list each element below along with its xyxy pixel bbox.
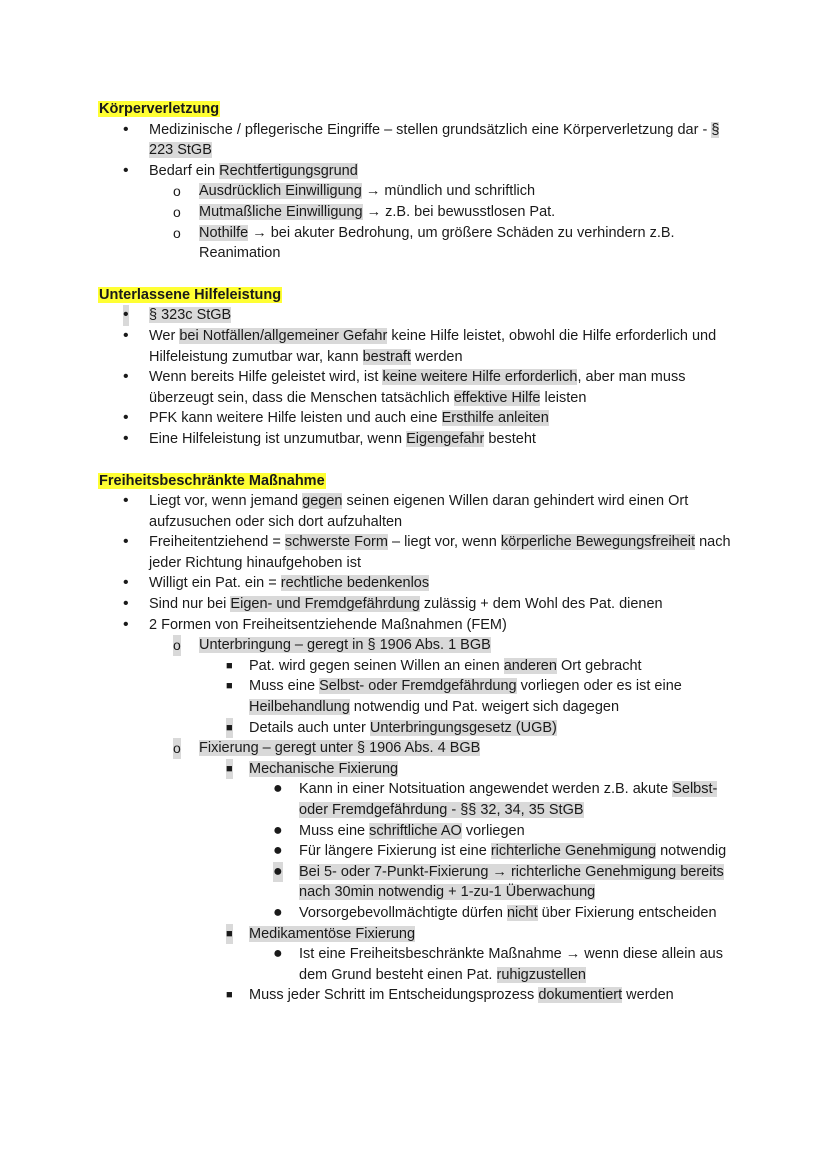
highlighted-text: anderen xyxy=(503,657,557,674)
section-heading xyxy=(98,285,828,306)
item-text xyxy=(249,761,398,777)
bullet-icon: ● xyxy=(273,945,283,963)
highlighted-text: Eigengefahr xyxy=(406,430,485,447)
list-item xyxy=(0,718,828,739)
bullet-icon: • xyxy=(123,120,129,138)
bullet-icon: o xyxy=(173,635,181,656)
item-text xyxy=(299,781,717,818)
list-item xyxy=(0,944,828,985)
item-text xyxy=(249,720,557,736)
bullet-icon: o xyxy=(173,203,181,220)
text-run: Eine Hilfeleistung ist unzumutbar, wenn xyxy=(149,430,407,447)
text-run: notwendig und Pat. weigert sich dagegen xyxy=(349,699,620,716)
bullet-icon: • xyxy=(123,595,129,613)
text-run: Wer xyxy=(149,327,180,344)
section-heading xyxy=(98,471,828,492)
item-text xyxy=(249,987,674,1003)
item-text xyxy=(149,307,231,323)
text-run: keine Hilfe leistet, obwohl die Hilfe erforderlich und Hilfeleistung zumutbar war, kann xyxy=(149,327,717,365)
text-run: besteht xyxy=(484,430,536,447)
item-text xyxy=(199,183,535,199)
bullet-icon: ● xyxy=(273,821,283,839)
highlighted-text: Unterbringung – geregt in § 1906 Abs. 1 BGB xyxy=(199,637,491,654)
highlighted-text: Selbst- oder Fremdgefährdung xyxy=(319,678,517,695)
text-run: Ort gebracht xyxy=(556,657,642,674)
text-run: werden xyxy=(410,348,463,365)
highlighted-text: bei Notfällen/allgemeiner Gefahr xyxy=(179,327,388,344)
text-run: über Fixierung entscheiden xyxy=(537,904,717,921)
list-item xyxy=(0,491,828,532)
list-item xyxy=(0,573,828,594)
highlighted-text: Mechanische Fixierung xyxy=(249,760,399,777)
text-run: Kann in einer Notsituation angewendet werden z.B. akute xyxy=(299,781,673,798)
list-item xyxy=(0,532,828,573)
bullet-icon: ■ xyxy=(226,680,233,693)
item-text xyxy=(199,637,491,653)
item-text xyxy=(149,493,688,530)
highlighted-text: Mutmaßliche Einwilligung xyxy=(199,203,363,220)
text-run: Details auch unter xyxy=(249,719,370,736)
bullet-icon: o xyxy=(173,224,181,241)
item-text xyxy=(299,864,724,901)
bullet-icon: ■ xyxy=(226,924,233,945)
item-text xyxy=(249,658,642,674)
bullet-icon: • xyxy=(123,305,129,326)
item-text xyxy=(149,575,429,591)
section-heading xyxy=(98,99,828,120)
list-item xyxy=(0,676,828,717)
text-run: Bedarf ein xyxy=(149,162,220,179)
item-text xyxy=(149,410,549,426)
text-run: → mündlich und schriftlich xyxy=(361,183,536,200)
list-item xyxy=(0,759,828,780)
item-text xyxy=(199,225,675,262)
highlighted-text: Medikamentöse Fixierung xyxy=(249,925,416,942)
highlighted-text: Fixierung – geregt unter § 1906 Abs. 4 BGB xyxy=(199,740,481,757)
bullet-icon: • xyxy=(123,492,129,510)
highlighted-text: Rechtfertigungsgrund xyxy=(219,162,358,179)
list-item xyxy=(0,656,828,677)
highlighted-text: Heilbehandlung xyxy=(249,699,350,716)
heading-text: Freiheitsbeschränkte Maßnahme xyxy=(99,472,325,489)
bullet-icon: ● xyxy=(273,862,283,883)
list-item xyxy=(0,985,828,1006)
text-run: Medizinische / pflegerische Eingriffe – stellen grundsätzlich eine Körperverletzung dar - xyxy=(149,121,712,138)
list-item xyxy=(0,903,828,924)
highlighted-text: rechtliche bedenkenlos xyxy=(280,575,430,592)
list-item xyxy=(0,738,828,759)
item-text xyxy=(149,369,685,406)
text-run: Pat. wird gegen seinen Willen an einen xyxy=(249,657,504,674)
highlighted-text: Ausdrücklich Einwilligung xyxy=(199,183,362,200)
text-run: seinen eigenen Willen daran gehindert wird einen Ort aufzusuchen oder sich dort aufzuhalten xyxy=(149,493,689,530)
list-item xyxy=(0,594,828,615)
bullet-icon: ■ xyxy=(226,718,233,739)
bullet-icon: • xyxy=(123,533,129,551)
bullet-icon: o xyxy=(173,183,181,200)
bullet-icon: • xyxy=(123,161,129,179)
item-text xyxy=(249,678,682,715)
bullet-icon: ● xyxy=(273,903,283,921)
list-item xyxy=(0,862,828,903)
list-item xyxy=(0,120,828,161)
list-item xyxy=(0,841,828,862)
text-run: 2 Formen von Freiheitsentziehende Maßnahmen (FEM) xyxy=(149,616,507,633)
list-item xyxy=(0,181,828,202)
item-text xyxy=(149,328,716,365)
highlighted-text: effektive Hilfe xyxy=(453,389,541,406)
highlighted-text: § 323c StGB xyxy=(149,307,232,324)
item-text xyxy=(249,926,415,942)
highlighted-text: keine weitere Hilfe erforderlich xyxy=(382,369,578,386)
bullet-icon: • xyxy=(123,409,129,427)
highlighted-text: Ersthilfe anleiten xyxy=(441,410,549,427)
text-run: Freiheitentziehend = xyxy=(149,534,285,551)
list-item xyxy=(0,367,828,408)
list-item xyxy=(0,161,828,182)
item-text xyxy=(299,905,717,921)
list-item xyxy=(0,635,828,656)
item-text xyxy=(149,122,719,159)
text-run: – liegt vor, wenn xyxy=(387,534,501,551)
text-run: werden xyxy=(622,987,674,1004)
item-text xyxy=(149,431,536,447)
highlighted-text: gegen xyxy=(302,493,343,510)
item-text xyxy=(299,823,525,839)
text-run: zulässig + dem Wohl des Pat. dienen xyxy=(419,596,663,613)
bullet-icon: ■ xyxy=(226,989,233,1002)
highlighted-text: bestraft xyxy=(362,348,411,365)
list-item xyxy=(0,429,828,450)
bullet-icon: ● xyxy=(273,842,283,860)
highlighted-text: schwerste Form xyxy=(284,534,388,551)
text-run: Vorsorgebevollmächtigte dürfen xyxy=(299,904,507,921)
list-item xyxy=(0,305,828,326)
list-item xyxy=(0,223,828,264)
highlighted-text: richterliche Genehmigung xyxy=(490,843,657,860)
text-run: Muss eine xyxy=(249,678,320,695)
text-run: Sind nur bei xyxy=(149,596,231,613)
text-run: → z.B. bei bewusstlosen Pat. xyxy=(362,203,556,220)
highlighted-text: körperliche Bewegungsfreiheit xyxy=(500,534,696,551)
text-run: vorliegen xyxy=(461,822,525,839)
bullet-icon: • xyxy=(123,429,129,447)
bullet-icon: ■ xyxy=(226,659,233,672)
text-run: Muss eine xyxy=(299,822,370,839)
bullet-icon: ■ xyxy=(226,759,233,780)
highlighted-text: nicht xyxy=(506,904,538,921)
list-item xyxy=(0,326,828,367)
section xyxy=(0,285,828,450)
bullet-icon: • xyxy=(123,574,129,592)
text-run: PFK kann weitere Hilfe leisten und auch eine xyxy=(149,410,442,427)
highlighted-text: dokumentiert xyxy=(538,987,623,1004)
heading-text: Unterlassene Hilfeleistung xyxy=(99,286,282,303)
item-text xyxy=(199,204,555,220)
highlighted-text: Bei 5- oder 7-Punkt-Fixierung → richterliche Genehmigung bereits nach 30min notwendig + 1-zu-1 Überwachung xyxy=(299,863,724,901)
item-text xyxy=(149,163,358,179)
highlighted-text: schriftliche AO xyxy=(369,822,462,839)
highlighted-text: Eigen- und Fremdgefährdung xyxy=(230,596,420,613)
text-run: , aber man muss überzeugt sein, dass die Menschen tatsächlich xyxy=(149,369,686,406)
item-text xyxy=(299,843,726,859)
list-item xyxy=(0,924,828,945)
text-run: Für längere Fixierung ist eine xyxy=(299,843,491,860)
text-run: notwendig xyxy=(656,843,727,860)
bullet-icon: • xyxy=(123,615,129,633)
text-run: Muss jeder Schritt im Entscheidungsprozess xyxy=(249,987,539,1004)
section xyxy=(0,99,828,264)
bullet-icon: ● xyxy=(273,780,283,798)
highlighted-text: ruhigzustellen xyxy=(496,966,586,983)
list-item xyxy=(0,779,828,820)
item-text xyxy=(299,946,723,983)
list-item xyxy=(0,615,828,636)
highlighted-text: Unterbringungsgesetz (UGB) xyxy=(369,719,557,736)
list-item xyxy=(0,202,828,223)
section xyxy=(0,471,828,1006)
bullet-icon: o xyxy=(173,738,181,759)
text-run: vorliegen oder es ist eine xyxy=(516,678,682,695)
heading-text: Körperverletzung xyxy=(99,101,220,117)
highlighted-text: Selbst- oder Fremdgefährdung - §§ 32, 34, 35 StGB xyxy=(299,781,718,818)
bullet-icon: • xyxy=(123,326,129,344)
item-text xyxy=(149,617,507,633)
highlighted-text: § 223 StGB xyxy=(149,121,720,159)
text-run: Liegt vor, wenn jemand xyxy=(149,493,303,510)
bullet-icon: • xyxy=(123,368,129,386)
item-text xyxy=(149,534,731,571)
text-run: leisten xyxy=(540,389,587,406)
text-run: nach jeder Richtung hinaufgehoben ist xyxy=(149,534,731,571)
highlighted-text: Nothilfe xyxy=(199,224,249,241)
list-item xyxy=(0,408,828,429)
list-item xyxy=(0,821,828,842)
text-run: → bei akuter Bedrohung, um größere Schäden zu verhindern z.B. Reanimation xyxy=(199,224,675,262)
item-text xyxy=(149,596,663,612)
item-text xyxy=(199,740,480,756)
text-run: Willigt ein Pat. ein = xyxy=(149,575,281,592)
text-run: Ist eine Freiheitsbeschränkte Maßnahme → wenn diese allein aus dem Grund besteht einen Pat. xyxy=(299,946,723,983)
text-run: Wenn bereits Hilfe geleistet wird, ist xyxy=(149,369,383,386)
